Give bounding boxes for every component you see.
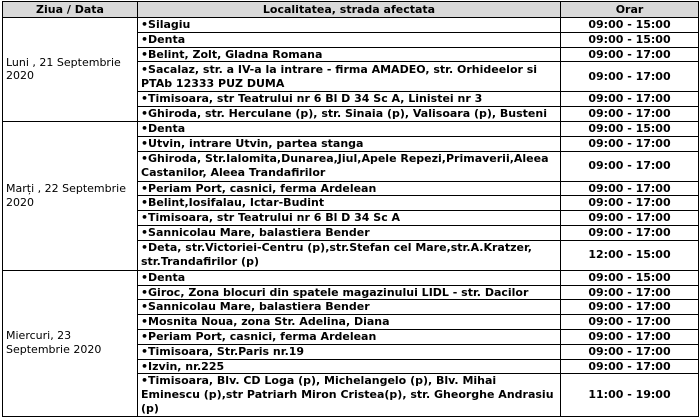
location-cell: •Ghiroda, Str.Ialomita,Dunarea,Jiul,Apele Repezi,Primaverii,Aleea Castanilor, Aleea Trandafirilor xyxy=(138,151,561,181)
day-cell: Miercuri, 23 Septembrie 2020 xyxy=(3,270,138,416)
location-cell: •Deta, str.Victoriei-Centru (p),str.Stefan cel Mare,str.A.Kratzer, str.Trandafirilor (p) xyxy=(138,240,561,270)
hours-cell: 09:00 - 17:00 xyxy=(561,211,699,226)
header-day: Ziua / Data xyxy=(3,2,138,18)
location-cell: •Silagiu xyxy=(138,18,561,33)
hours-cell: 09:00 - 17:00 xyxy=(561,344,699,359)
hours-cell: 09:00 - 17:00 xyxy=(561,47,699,62)
hours-cell: 09:00 - 17:00 xyxy=(561,315,699,330)
hours-cell: 09:00 - 17:00 xyxy=(561,285,699,300)
location-cell: •Utvin, intrare Utvin, partea stanga xyxy=(138,136,561,151)
hours-cell: 09:00 - 17:00 xyxy=(561,225,699,240)
location-cell: •Periam Port, casnici, ferma Ardelean xyxy=(138,181,561,196)
hours-cell: 09:00 - 17:00 xyxy=(561,329,699,344)
header-location: Localitatea, strada afectata xyxy=(138,2,561,18)
location-cell: •Belint,Iosifalau, Ictar-Budint xyxy=(138,196,561,211)
hours-cell: 09:00 - 17:00 xyxy=(561,196,699,211)
hours-cell: 09:00 - 17:00 xyxy=(561,151,699,181)
hours-cell: 09:00 - 17:00 xyxy=(561,181,699,196)
location-cell: •Timisoara, Blv. CD Loga (p), Michelangelo (p), Blv. Mihai Eminescu (p),str Patriarh Miron Cristea(p), str. Gheorghe Andrasiu (p) xyxy=(138,374,561,416)
location-cell: •Denta xyxy=(138,270,561,285)
schedule-body xyxy=(3,18,699,417)
hours-cell: 09:00 - 15:00 xyxy=(561,18,699,33)
hours-cell: 09:00 - 15:00 xyxy=(561,270,699,285)
hours-cell: 09:00 - 17:00 xyxy=(561,136,699,151)
hours-cell: 09:00 - 17:00 xyxy=(561,300,699,315)
location-cell: •Sannicolau Mare, balastiera Bender xyxy=(138,225,561,240)
location-cell: •Giroc, Zona blocuri din spatele magazinului LIDL - str. Dacilor xyxy=(138,285,561,300)
location-cell: •Periam Port, casnici, ferma Ardelean xyxy=(138,329,561,344)
hours-cell: 09:00 - 17:00 xyxy=(561,359,699,374)
location-cell: •Mosnita Noua, zona Str. Adelina, Diana xyxy=(138,315,561,330)
location-cell: •Sacalaz, str. a IV-a la intrare - firma AMADEO, str. Orhideelor si PTAb 12333 PUZ DUMA xyxy=(138,62,561,92)
hours-cell: 09:00 - 15:00 xyxy=(561,32,699,47)
hours-cell: 09:00 - 17:00 xyxy=(561,107,699,122)
hours-cell: 11:00 - 19:00 xyxy=(561,374,699,416)
location-cell: •Sannicolau Mare, balastiera Bender xyxy=(138,300,561,315)
outage-schedule-table xyxy=(2,1,699,417)
location-cell: •Denta xyxy=(138,121,561,136)
table-row xyxy=(3,121,699,136)
day-cell: Marți , 22 Septembrie 2020 xyxy=(3,121,138,270)
hours-cell: 09:00 - 17:00 xyxy=(561,62,699,92)
hours-cell: 12:00 - 15:00 xyxy=(561,240,699,270)
location-cell: •Belint, Zolt, Gladna Romana xyxy=(138,47,561,62)
location-cell: •Timisoara, str Teatrului nr 6 Bl D 34 Sc A, Linistei nr 3 xyxy=(138,92,561,107)
location-cell: •Denta xyxy=(138,32,561,47)
hours-cell: 09:00 - 15:00 xyxy=(561,121,699,136)
header-hours: Orar xyxy=(561,2,699,18)
day-cell: Luni , 21 Septembrie 2020 xyxy=(3,18,138,122)
header-row xyxy=(3,2,699,18)
table-row xyxy=(3,270,699,285)
location-cell: •Izvin, nr.225 xyxy=(138,359,561,374)
table-row xyxy=(3,18,699,33)
location-cell: •Timisoara, str Teatrului nr 6 Bl D 34 Sc A xyxy=(138,211,561,226)
location-cell: •Ghiroda, str. Herculane (p), str. Sinaia (p), Valisoara (p), Busteni xyxy=(138,107,561,122)
hours-cell: 09:00 - 17:00 xyxy=(561,92,699,107)
location-cell: •Timisoara, Str.Paris nr.19 xyxy=(138,344,561,359)
